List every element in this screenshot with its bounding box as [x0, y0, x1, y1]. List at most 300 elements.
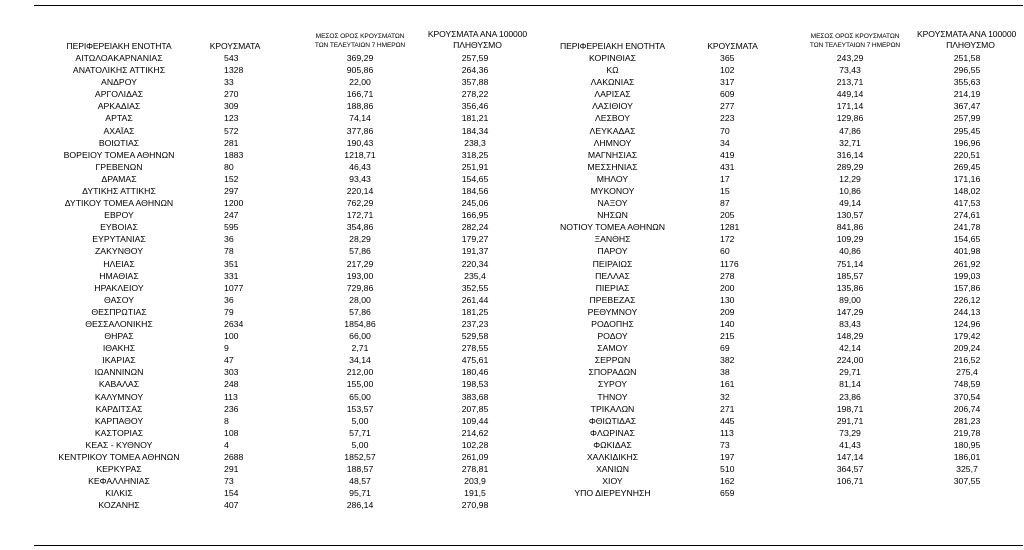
region-name: ΚΕΦΑΛΛΗΝΙΑΣ	[88, 476, 150, 487]
rate-per-100000: 257,99	[953, 113, 981, 124]
rate-per-100000: 154,65	[461, 173, 489, 184]
region-name: ΚΕΑΣ - ΚΥΘΝΟΥ	[85, 439, 153, 450]
rate-per-100000: 261,44	[461, 294, 489, 305]
case-count: 32	[720, 391, 730, 402]
case-count: 9	[224, 343, 229, 354]
case-count: 70	[720, 125, 730, 136]
seven-day-average: 762,29	[346, 198, 374, 209]
case-count: 543	[224, 53, 239, 63]
case-count: 303	[224, 367, 239, 378]
table-row	[0, 391, 981, 403]
table-row	[0, 161, 981, 173]
case-count: 108	[224, 427, 239, 438]
case-count: 78	[224, 246, 234, 257]
rate-per-100000: 102,28	[461, 439, 489, 450]
header-avg-line1: ΜΕΣΟΣ ΟΡΟΣ ΚΡΟΥΣΜΑΤΩΝ	[315, 33, 405, 40]
region-name: ΗΜΑΘΙΑΣ	[99, 270, 139, 281]
rate-per-100000: 261,92	[953, 258, 981, 269]
rate-per-100000: 307,55	[953, 476, 981, 487]
case-count: 291	[224, 464, 239, 475]
seven-day-average: 46,43	[349, 161, 371, 172]
region-name: ΦΛΩΡΙΝΑΣ	[590, 427, 635, 438]
seven-day-average: 95,71	[349, 488, 371, 499]
region-name: ΧΑΛΚΙΔΙΚΗΣ	[586, 451, 639, 462]
rate-per-100000: 184,56	[461, 185, 489, 196]
table-row	[0, 415, 981, 427]
table-row	[0, 149, 981, 161]
region-name: ΒΟΙΩΤΙΑΣ	[98, 137, 140, 148]
table-row	[0, 270, 981, 282]
table-row	[0, 76, 981, 88]
table-row	[0, 487, 735, 499]
seven-day-average: 57,86	[349, 306, 371, 317]
region-name: ΒΟΡΕΙΟΥ ΤΟΜΕΑ ΑΘΗΝΩΝ	[63, 149, 175, 160]
rate-per-100000: 367,47	[953, 101, 981, 112]
seven-day-average: 148,29	[836, 331, 864, 342]
table-row	[0, 378, 981, 390]
region-name: ΚΑΡΠΑΘΟΥ	[94, 415, 144, 426]
header-rate-line2-right: ΠΛΗΘΥΣΜΟ	[946, 40, 995, 50]
rate-per-100000: 325,7	[956, 464, 978, 475]
region-name: ΜΥΚΟΝΟΥ	[590, 185, 635, 196]
case-count: 445	[720, 415, 735, 426]
rate-per-100000: 220,34	[461, 258, 489, 269]
table-row	[0, 342, 981, 354]
seven-day-average: 28,00	[349, 294, 371, 305]
table-row	[0, 112, 981, 124]
rate-per-100000: 220,51	[953, 149, 981, 160]
rate-per-100000: 180,46	[461, 367, 489, 378]
rate-per-100000: 251,58	[953, 53, 981, 63]
seven-day-average: 188,57	[346, 464, 374, 475]
rate-per-100000: 282,24	[461, 222, 489, 233]
table-row	[0, 294, 981, 306]
region-name: ΚΕΡΚΥΡΑΣ	[96, 464, 142, 475]
case-count: 407	[224, 500, 239, 511]
case-count: 351	[224, 258, 239, 269]
case-count: 309	[224, 101, 239, 112]
rate-per-100000: 157,86	[953, 282, 981, 293]
table-row	[0, 427, 981, 439]
case-count: 73	[224, 476, 234, 487]
header-avg-line2: ΤΩΝ ΤΕΛΕΥΤΑΙΩΝ 7 ΗΜΕΡΩΝ	[314, 42, 406, 49]
rate-per-100000: 181,25	[461, 306, 489, 317]
table-row	[0, 233, 981, 245]
region-name: ΕΥΒΟΙΑΣ	[100, 222, 138, 233]
case-count: 270	[224, 89, 239, 100]
rate-per-100000: 235,4	[464, 270, 486, 281]
rate-per-100000: 270,98	[461, 500, 489, 511]
case-count: 2688	[224, 451, 244, 462]
seven-day-average: 1218,71	[344, 149, 376, 160]
rate-per-100000: 244,13	[953, 306, 981, 317]
case-count: 73	[720, 439, 730, 450]
case-count: 1200	[224, 198, 244, 209]
case-count: 1176	[720, 258, 739, 269]
seven-day-average: 93,43	[349, 173, 371, 184]
case-count: 278	[720, 270, 735, 281]
seven-day-average: 449,14	[836, 89, 864, 100]
case-count: 331	[224, 270, 239, 281]
region-name: ΖΑΚΥΝΘΟΥ	[95, 246, 143, 257]
table-row	[0, 306, 981, 318]
case-count: 277	[720, 101, 735, 112]
region-name: ΜΕΣΣΗΝΙΑΣ	[587, 161, 638, 172]
rate-per-100000: 191,37	[461, 246, 489, 257]
table-row	[0, 403, 981, 415]
case-count: 79	[224, 306, 234, 317]
case-count: 140	[720, 318, 735, 329]
table-row	[0, 366, 978, 378]
region-name: ΙΚΑΡΙΑΣ	[102, 355, 136, 366]
seven-day-average: 190,43	[346, 137, 374, 148]
case-count: 419	[720, 149, 735, 160]
table-row	[0, 137, 981, 149]
region-name: ΡΟΔΟΠΗΣ	[591, 318, 634, 329]
table-row	[0, 52, 981, 64]
case-count: 4	[224, 439, 229, 450]
case-count: 236	[224, 403, 239, 414]
seven-day-average: 23,86	[839, 391, 861, 402]
case-count: 113	[720, 427, 734, 438]
seven-day-average: 32,71	[839, 137, 861, 148]
seven-day-average: 153,57	[346, 403, 374, 414]
case-count: 100	[224, 331, 239, 342]
region-name: ΚΑΒΑΛΑΣ	[98, 379, 140, 390]
table-row	[0, 451, 981, 463]
seven-day-average: 109,29	[836, 234, 864, 245]
seven-day-average: 354,86	[346, 222, 374, 233]
table-row	[0, 499, 495, 511]
region-name: ΑΝΔΡΟΥ	[101, 77, 137, 88]
table-row	[0, 439, 981, 451]
case-count: 572	[224, 125, 239, 136]
region-name: ΥΠΟ ΔΙΕΡΕΥΝΗΣΗ	[574, 488, 651, 499]
region-name: ΣΑΜΟΥ	[597, 343, 628, 354]
top-rule	[34, 5, 1023, 6]
region-name: ΡΟΔΟΥ	[597, 331, 628, 342]
header-rate-line1-right: ΚΡΟΥΣΜΑΤΑ ΑΝΑ 100000	[917, 29, 1017, 39]
rate-per-100000: 207,85	[461, 403, 489, 414]
seven-day-average: 65,00	[349, 391, 371, 402]
seven-day-average: 212,00	[346, 367, 374, 378]
rate-per-100000: 356,46	[461, 101, 489, 112]
header-avg-line1-right: ΜΕΣΟΣ ΟΡΟΣ ΚΡΟΥΣΜΑΤΩΝ	[810, 33, 900, 40]
rate-per-100000: 181,21	[461, 113, 489, 124]
seven-day-average: 147,14	[836, 451, 864, 462]
case-count: 609	[720, 89, 735, 100]
case-count: 69	[720, 343, 730, 354]
case-count: 200	[720, 282, 735, 293]
region-name: ΡΕΘΥΜΝΟΥ	[587, 306, 638, 317]
rate-per-100000: 278,81	[461, 464, 489, 475]
case-count: 197	[720, 451, 735, 462]
rate-per-100000: 357,88	[461, 77, 489, 88]
case-count: 659	[720, 488, 735, 499]
rate-per-100000: 475,61	[461, 355, 489, 366]
rate-per-100000: 184,34	[461, 125, 489, 136]
region-name: ΜΗΛΟΥ	[596, 173, 629, 184]
region-name: ΙΩΑΝΝΙΝΩΝ	[94, 367, 144, 378]
case-count: 172	[720, 234, 735, 245]
case-count: 271	[720, 403, 735, 414]
table-row	[0, 173, 981, 185]
case-count: 1077	[224, 282, 244, 293]
rate-per-100000: 191,5	[464, 488, 486, 499]
region-name: ΝΟΤΙΟΥ ΤΟΜΕΑ ΑΘΗΝΩΝ	[560, 222, 665, 233]
region-name: ΠΑΡΟΥ	[597, 246, 628, 257]
rate-per-100000: 206,74	[953, 403, 981, 414]
seven-day-average: 29,71	[839, 367, 861, 378]
seven-day-average: 57,71	[349, 427, 371, 438]
case-count: 209	[720, 306, 735, 317]
region-name: ΛΕΥΚΑΔΑΣ	[589, 125, 636, 136]
rate-per-100000: 216,52	[953, 355, 981, 366]
case-count: 1883	[224, 149, 244, 160]
table-row	[0, 245, 981, 257]
table-row	[0, 354, 981, 366]
case-count: 281	[224, 137, 239, 148]
rate-per-100000: 278,22	[461, 89, 489, 100]
seven-day-average: 217,29	[346, 258, 374, 269]
rate-per-100000: 203,9	[464, 476, 486, 487]
rate-per-100000: 274,61	[953, 210, 981, 221]
header-region: ΠΕΡΙΦΕΡΕΙΑΚΗ ΕΝΟΤΗΤΑ	[66, 41, 172, 51]
region-name: ΛΗΜΝΟΥ	[593, 137, 632, 148]
rate-per-100000: 214,62	[461, 427, 489, 438]
case-count: 33	[224, 77, 234, 88]
case-count: 130	[720, 294, 735, 305]
region-name: ΝΗΣΩΝ	[597, 210, 628, 221]
region-name: ΠΕΙΡΑΙΩΣ	[592, 258, 633, 269]
rate-per-100000: 318,25	[461, 149, 489, 160]
seven-day-average: 89,00	[839, 294, 861, 305]
case-count: 161	[720, 379, 735, 390]
rate-per-100000: 245,06	[461, 198, 489, 209]
case-count: 60	[720, 246, 730, 257]
case-count: 38	[720, 367, 730, 378]
region-name: ΚΕΝΤΡΙΚΟΥ ΤΟΜΕΑ ΑΘΗΝΩΝ	[58, 451, 180, 462]
seven-day-average: 12,29	[839, 173, 861, 184]
seven-day-average: 129,86	[836, 113, 864, 124]
case-count: 248	[224, 379, 239, 390]
seven-day-average: 47,86	[839, 125, 861, 136]
rate-per-100000: 186,01	[953, 451, 981, 462]
case-count: 34	[720, 137, 730, 148]
seven-day-average: 291,71	[836, 415, 864, 426]
rate-per-100000: 154,65	[953, 234, 981, 245]
region-name: ΕΒΡΟΥ	[104, 210, 134, 221]
rate-per-100000: 199,03	[953, 270, 981, 281]
case-count: 17	[720, 173, 730, 184]
seven-day-average: 224,00	[836, 355, 864, 366]
seven-day-average: 1852,57	[344, 451, 376, 462]
case-count: 1328	[224, 65, 244, 76]
region-name: ΗΡΑΚΛΕΙΟΥ	[94, 282, 144, 293]
rate-per-100000: 226,12	[953, 294, 981, 305]
case-count: 102	[720, 65, 735, 76]
header-cases: ΚΡΟΥΣΜΑΤΑ	[209, 41, 261, 51]
seven-day-average: 34,14	[349, 355, 371, 366]
case-count: 317	[720, 77, 735, 88]
seven-day-average: 905,86	[346, 65, 374, 76]
seven-day-average: 729,86	[346, 282, 374, 293]
rate-per-100000: 219,78	[953, 427, 981, 438]
region-name: ΚΑΣΤΟΡΙΑΣ	[94, 427, 144, 438]
region-name: ΘΑΣΟΥ	[103, 294, 135, 305]
region-name: ΔΥΤΙΚΗΣ ΑΤΤΙΚΗΣ	[82, 185, 156, 196]
rate-per-100000: 264,36	[461, 65, 489, 76]
case-count: 365	[720, 53, 735, 63]
region-name: ΑΡΚΑΔΙΑΣ	[97, 101, 141, 112]
region-name: ΤΗΝΟΥ	[597, 391, 628, 402]
case-count: 595	[224, 222, 239, 233]
case-count: 47	[224, 355, 234, 366]
seven-day-average: 751,14	[836, 258, 864, 269]
region-name: ΣΕΡΡΩΝ	[594, 355, 631, 366]
seven-day-average: 243,29	[836, 53, 864, 63]
seven-day-average: 10,86	[839, 185, 861, 196]
region-name: ΣΠΟΡΑΔΩΝ	[588, 367, 637, 378]
seven-day-average: 83,43	[839, 318, 861, 329]
table-row	[0, 221, 981, 233]
seven-day-average: 74,14	[349, 113, 371, 124]
rate-per-100000: 214,19	[953, 89, 981, 100]
region-name: ΔΥΤΙΚΟΥ ΤΟΜΕΑ ΑΘΗΝΩΝ	[64, 198, 174, 209]
region-name: ΛΕΣΒΟΥ	[594, 113, 631, 124]
region-name: ΔΡΑΜΑΣ	[101, 173, 137, 184]
seven-day-average: 57,86	[349, 246, 371, 257]
bottom-rule	[34, 545, 1023, 546]
table-row	[0, 475, 981, 487]
rate-per-100000: 281,23	[953, 415, 981, 426]
case-count: 297	[224, 185, 239, 196]
seven-day-average: 841,86	[836, 222, 864, 233]
seven-day-average: 2,71	[351, 343, 369, 354]
seven-day-average: 130,57	[836, 210, 864, 221]
header-cases-right: ΚΡΟΥΣΜΑΤΑ	[707, 41, 758, 51]
table-row	[0, 185, 981, 197]
seven-day-average: 135,86	[836, 282, 864, 293]
seven-day-average: 172,71	[346, 210, 374, 221]
case-count: 1281	[720, 222, 740, 233]
rate-per-100000: 295,45	[953, 125, 981, 136]
region-name: ΗΛΕΙΑΣ	[103, 258, 135, 269]
seven-day-average: 106,71	[836, 476, 864, 487]
case-count: 36	[224, 294, 234, 305]
seven-day-average: 41,43	[839, 439, 861, 450]
rate-per-100000: 198,53	[461, 379, 489, 390]
table-row	[0, 330, 981, 342]
rate-per-100000: 179,27	[461, 234, 489, 245]
case-count: 205	[720, 210, 735, 221]
case-count: 80	[224, 161, 234, 172]
rate-per-100000: 401,98	[953, 246, 981, 257]
rate-per-100000: 370,54	[953, 391, 981, 402]
case-count: 154	[224, 488, 239, 499]
seven-day-average: 5,00	[351, 415, 369, 426]
seven-day-average: 188,86	[346, 101, 374, 112]
seven-day-average: 377,86	[346, 125, 374, 136]
seven-day-average: 147,29	[836, 306, 864, 317]
table-row	[0, 64, 981, 76]
seven-day-average: 66,00	[349, 331, 371, 342]
table-row	[0, 282, 981, 294]
region-name: ΛΑΚΩΝΙΑΣ	[590, 77, 635, 88]
region-name: ΘΗΡΑΣ	[104, 331, 134, 342]
table-row	[0, 100, 981, 112]
header-rate-line2: ΠΛΗΘΥΣΜΟ	[453, 40, 502, 50]
region-name: ΛΑΡΙΣΑΣ	[594, 89, 631, 100]
seven-day-average: 48,57	[349, 476, 371, 487]
rate-per-100000: 278,55	[461, 343, 489, 354]
table-row	[0, 197, 981, 209]
case-count: 36	[224, 234, 234, 245]
region-name: ΚΩ	[606, 65, 619, 76]
table-row	[0, 258, 981, 270]
rate-per-100000: 355,63	[953, 77, 981, 88]
seven-day-average: 1854,86	[344, 318, 376, 329]
rate-per-100000: 241,78	[953, 222, 981, 233]
case-count: 247	[224, 210, 239, 221]
rate-per-100000: 109,44	[461, 415, 489, 426]
rate-per-100000: 209,24	[953, 343, 981, 354]
region-name: ΚΟΡΙΝΘΙΑΣ	[588, 53, 637, 63]
seven-day-average: 73,29	[839, 427, 861, 438]
seven-day-average: 40,86	[839, 246, 861, 257]
rate-per-100000: 261,09	[461, 451, 489, 462]
rate-per-100000: 166,95	[461, 210, 489, 221]
rate-per-100000: 383,68	[461, 391, 489, 402]
seven-day-average: 42,14	[839, 343, 861, 354]
rate-per-100000: 251,91	[461, 161, 489, 172]
region-name: ΤΡΙΚΑΛΩΝ	[590, 403, 635, 414]
case-count: 123	[224, 113, 239, 124]
region-name: ΚΑΡΔΙΤΣΑΣ	[95, 403, 143, 414]
seven-day-average: 81,14	[839, 379, 861, 390]
region-name: ΧΙΟΥ	[602, 476, 623, 487]
seven-day-average: 220,14	[346, 185, 374, 196]
rate-per-100000: 237,23	[461, 318, 489, 329]
rate-per-100000: 180,95	[953, 439, 981, 450]
seven-day-average: 166,71	[346, 89, 374, 100]
region-name: ΘΕΣΣΑΛΟΝΙΚΗΣ	[85, 318, 153, 329]
rate-per-100000: 352,55	[461, 282, 489, 293]
table-row	[0, 209, 981, 221]
seven-day-average: 155,00	[346, 379, 374, 390]
region-name: ΦΩΚΙΔΑΣ	[593, 439, 632, 450]
case-count: 431	[720, 161, 735, 172]
case-count: 152	[224, 173, 239, 184]
table-row	[0, 88, 981, 100]
case-count: 215	[720, 331, 735, 342]
region-name: ΑΡΓΟΛΙΔΑΣ	[94, 89, 144, 100]
seven-day-average: 49,14	[839, 198, 861, 209]
seven-day-average: 28,29	[349, 234, 371, 245]
seven-day-average: 198,71	[836, 403, 864, 414]
seven-day-average: 22,00	[349, 77, 371, 88]
rate-per-100000: 529,58	[461, 331, 489, 342]
rate-per-100000: 417,53	[953, 198, 981, 209]
region-name: ΚΑΛΥΜΝΟΥ	[94, 391, 144, 402]
case-count: 15	[720, 185, 730, 196]
region-name: ΠΡΕΒΕΖΑΣ	[589, 294, 636, 305]
seven-day-average: 185,57	[836, 270, 864, 281]
region-name: ΣΥΡΟΥ	[597, 379, 628, 390]
seven-day-average: 213,71	[836, 77, 864, 88]
rate-per-100000: 257,59	[461, 53, 489, 63]
rate-per-100000: 269,45	[953, 161, 981, 172]
